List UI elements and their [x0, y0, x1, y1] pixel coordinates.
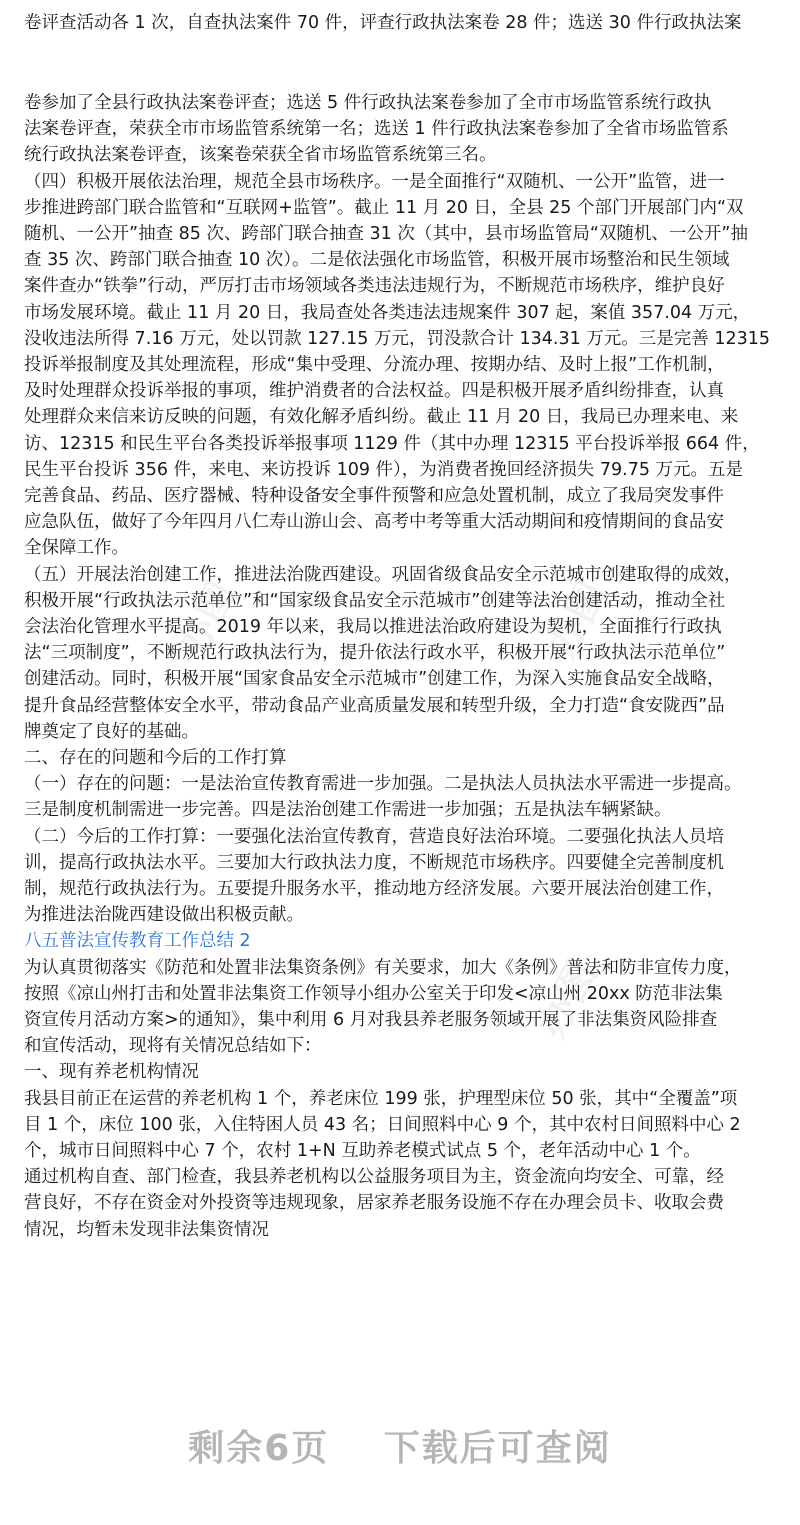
text-line: 访、12315 和民生平台各类投诉举报事项 1129 件（其中办理 12315 平台投诉举报 664 件， [24, 433, 760, 454]
text-line: 民生平台投诉 356 件，来电、来访投诉 109 件），为消费者挽回经济损失 79.75 万元。五是 [24, 459, 744, 480]
text-line: 案件查办“铁拳”行动，严厉打击市场领域各类违法违规行为，不断规范市场秩序，维护良好 [24, 276, 725, 297]
text-line: 二、存在的问题和今后的工作打算 [24, 748, 287, 768]
text-line: 卷参加了全县行政执法案卷评查；选送 5 件行政执法案卷参加了全市市场监管系统行政执 [24, 93, 712, 113]
text-line: 市场发展环境。截止 11 月 20 日，我局查处各类违法违规案件 307 起，案值 357.04 万元， [24, 302, 751, 323]
text-line: 我县目前正在运营的养老机构 1 个，养老床位 199 张，护理型床位 50 张，其中“全覆盖”项 [24, 1088, 738, 1109]
text-line: 处理群众来信来访反映的问题，有效化解矛盾纠纷。截止 11 月 20 日，我局已办理来电、来 [24, 407, 739, 428]
text-line: 查 35 次、跨部门联合抽查 10 次）。二是依法强化市场监管，积极开展市场整治和民生领域 [24, 250, 730, 271]
text-line: 情况，均暂未发现非法集资情况 [24, 1219, 269, 1240]
text-line: 三是制度机制需进一步完善。四是法治创建工作需进一步加强；五是执法车辆紧缺。 [24, 800, 672, 821]
text-line: 完善食品、药品、医疗器械、特种设备安全事件预警和应急处置机制，成立了我局突发事件 [24, 486, 724, 506]
text-line: 提升食品经营整体安全水平，带动食品产业高质量发展和转型升级，全力打造“食安陇西”品 [24, 695, 725, 716]
text-line: 按照《凉山州打击和处置非法集资工作领导小组办公室关于印发<凉山州 20xx 防范非法集 [24, 983, 723, 1004]
text-line: 资宣传月活动方案>的通知》，集中利用 6 月对我县养老服务领域开展了非法集资风险排查 [24, 1010, 718, 1030]
text-line: （四）积极开展依法治理，规范全县市场秩序。一是全面推行“双随机、一公开”监管，进一 [24, 171, 725, 192]
text-line: 及时处理群众投诉举报的事项，维护消费者的合法权益。四是积极开展矛盾纠纷排查，认真 [24, 381, 724, 402]
text-line: 统行政执法案卷评查，该案卷荣获全省市场监管系统第三名。 [24, 145, 497, 166]
text-line: 会法治化管理水平提高。2019 年以来，我局以推进法治政府建设为契机，全面推行行政执 [24, 617, 722, 637]
text-line: 创建活动。同时，积极开展“国家食品安全示范城市”创建工作，为深入实施食品安全战略， [24, 669, 725, 690]
text-line: （二）今后的工作打算：一要强化法治宣传教育，营造良好法治环境。二要强化执法人员培 [24, 826, 724, 847]
text-line: 一、现有养老机构情况 [24, 1062, 199, 1083]
text-line: 卷评查活动各 1 次，自查执法案件 70 件，评查行政执法案卷 28 件；选送 30 件行政执法案 [24, 13, 742, 33]
text-line: （五）开展法治创建工作，推进法治陇西建设。巩固省级食品安全示范城市创建取得的成效， [24, 564, 742, 585]
text-line: 个，城市日间照料中心 7 个，农村 1+N 互助养老模式试点 5 个，老年活动中心 1 个。 [24, 1141, 701, 1161]
text-line: 牌奠定了良好的基础。 [24, 721, 199, 742]
text-line: 应急队伍，做好了今年四月八仁寿山游山会、高考中考等重大活动期间和疫情期间的食品安 [24, 512, 724, 533]
text-line: 为认真贯彻落实《防范和处置非法集资条例》有关要求，加大《条例》普法和防非宣传力度， [24, 957, 742, 978]
text-line: 没收违法所得 7.16 万元，处以罚款 127.15 万元，罚没款合计 134.31 万元。三是完善 12315 [24, 328, 771, 349]
text-line: （一）存在的问题：一是法治宣传教育需进一步加强。二是执法人员执法水平需进一步提高。 [24, 774, 742, 795]
text-line: 通过机构自查、部门检查，我县养老机构以公益服务项目为主，资金流向均安全、可靠，经 [24, 1167, 724, 1188]
download-to-read-label[interactable]: 下载后可查阅 [383, 1428, 612, 1469]
text-line: 为推进法治陇西建设做出积极贡献。 [24, 905, 304, 926]
text-line: 随机、一公开”抽查 85 次、跨部门联合抽查 31 次（其中，县市场监管局“双随机、一公开”抽 [24, 224, 748, 244]
watermark: 办图 [167, 573, 247, 666]
section-title-link[interactable]: 八五普法宣传教育工作总结 2 [24, 931, 251, 952]
watermark: 办图 [537, 573, 617, 666]
text-line: 制，规范行政执法行为。五要提升服务水平，推动地方经济发展。六要开展法治创建工作， [24, 879, 724, 899]
text-line: 积极开展“行政执法示范单位”和“国家级食品安全示范城市”创建等法治创建活动，推动全社 [24, 590, 726, 611]
watermark: 办图 [527, 953, 607, 1046]
text-line: 目 1 个，床位 100 张，入住特困人员 43 名；日间照料中心 9 个，其中农村日间照料中心 2 [24, 1114, 741, 1135]
download-prompt[interactable] [0, 1420, 800, 1471]
text-line: 法“三项制度”，不断规范行政执法行为，提升依法行政水平，积极开展“行政执法示范单位” [24, 643, 726, 664]
text-line: 全保障工作。 [24, 538, 129, 559]
text-line: 营良好，不存在资金对外投资等违规现象，居家养老服务设施不存在办理会员卡、收取会费 [24, 1193, 724, 1214]
text-line: 训，提高行政执法水平。三要加大行政执法力度，不断规范市场秩序。四要健全完善制度机 [24, 852, 724, 873]
remaining-pages-label[interactable]: 剩余6页 [188, 1428, 330, 1469]
text-line: 投诉举报制度及其处理流程，形成“集中受理、分流办理、按期办结、及时上报”工作机制， [24, 355, 725, 375]
text-line: 步推进跨部门联合监管和“互联网+监管”。截止 11 月 20 日，全县 25 个部门开展部门内“双 [24, 197, 744, 218]
text-line: 法案卷评查，荣获全市市场监管系统第一名；选送 1 件行政执法案卷参加了全省市场监管系 [24, 119, 729, 140]
text-line: 和宣传活动，现将有关情况总结如下： [24, 1036, 322, 1057]
